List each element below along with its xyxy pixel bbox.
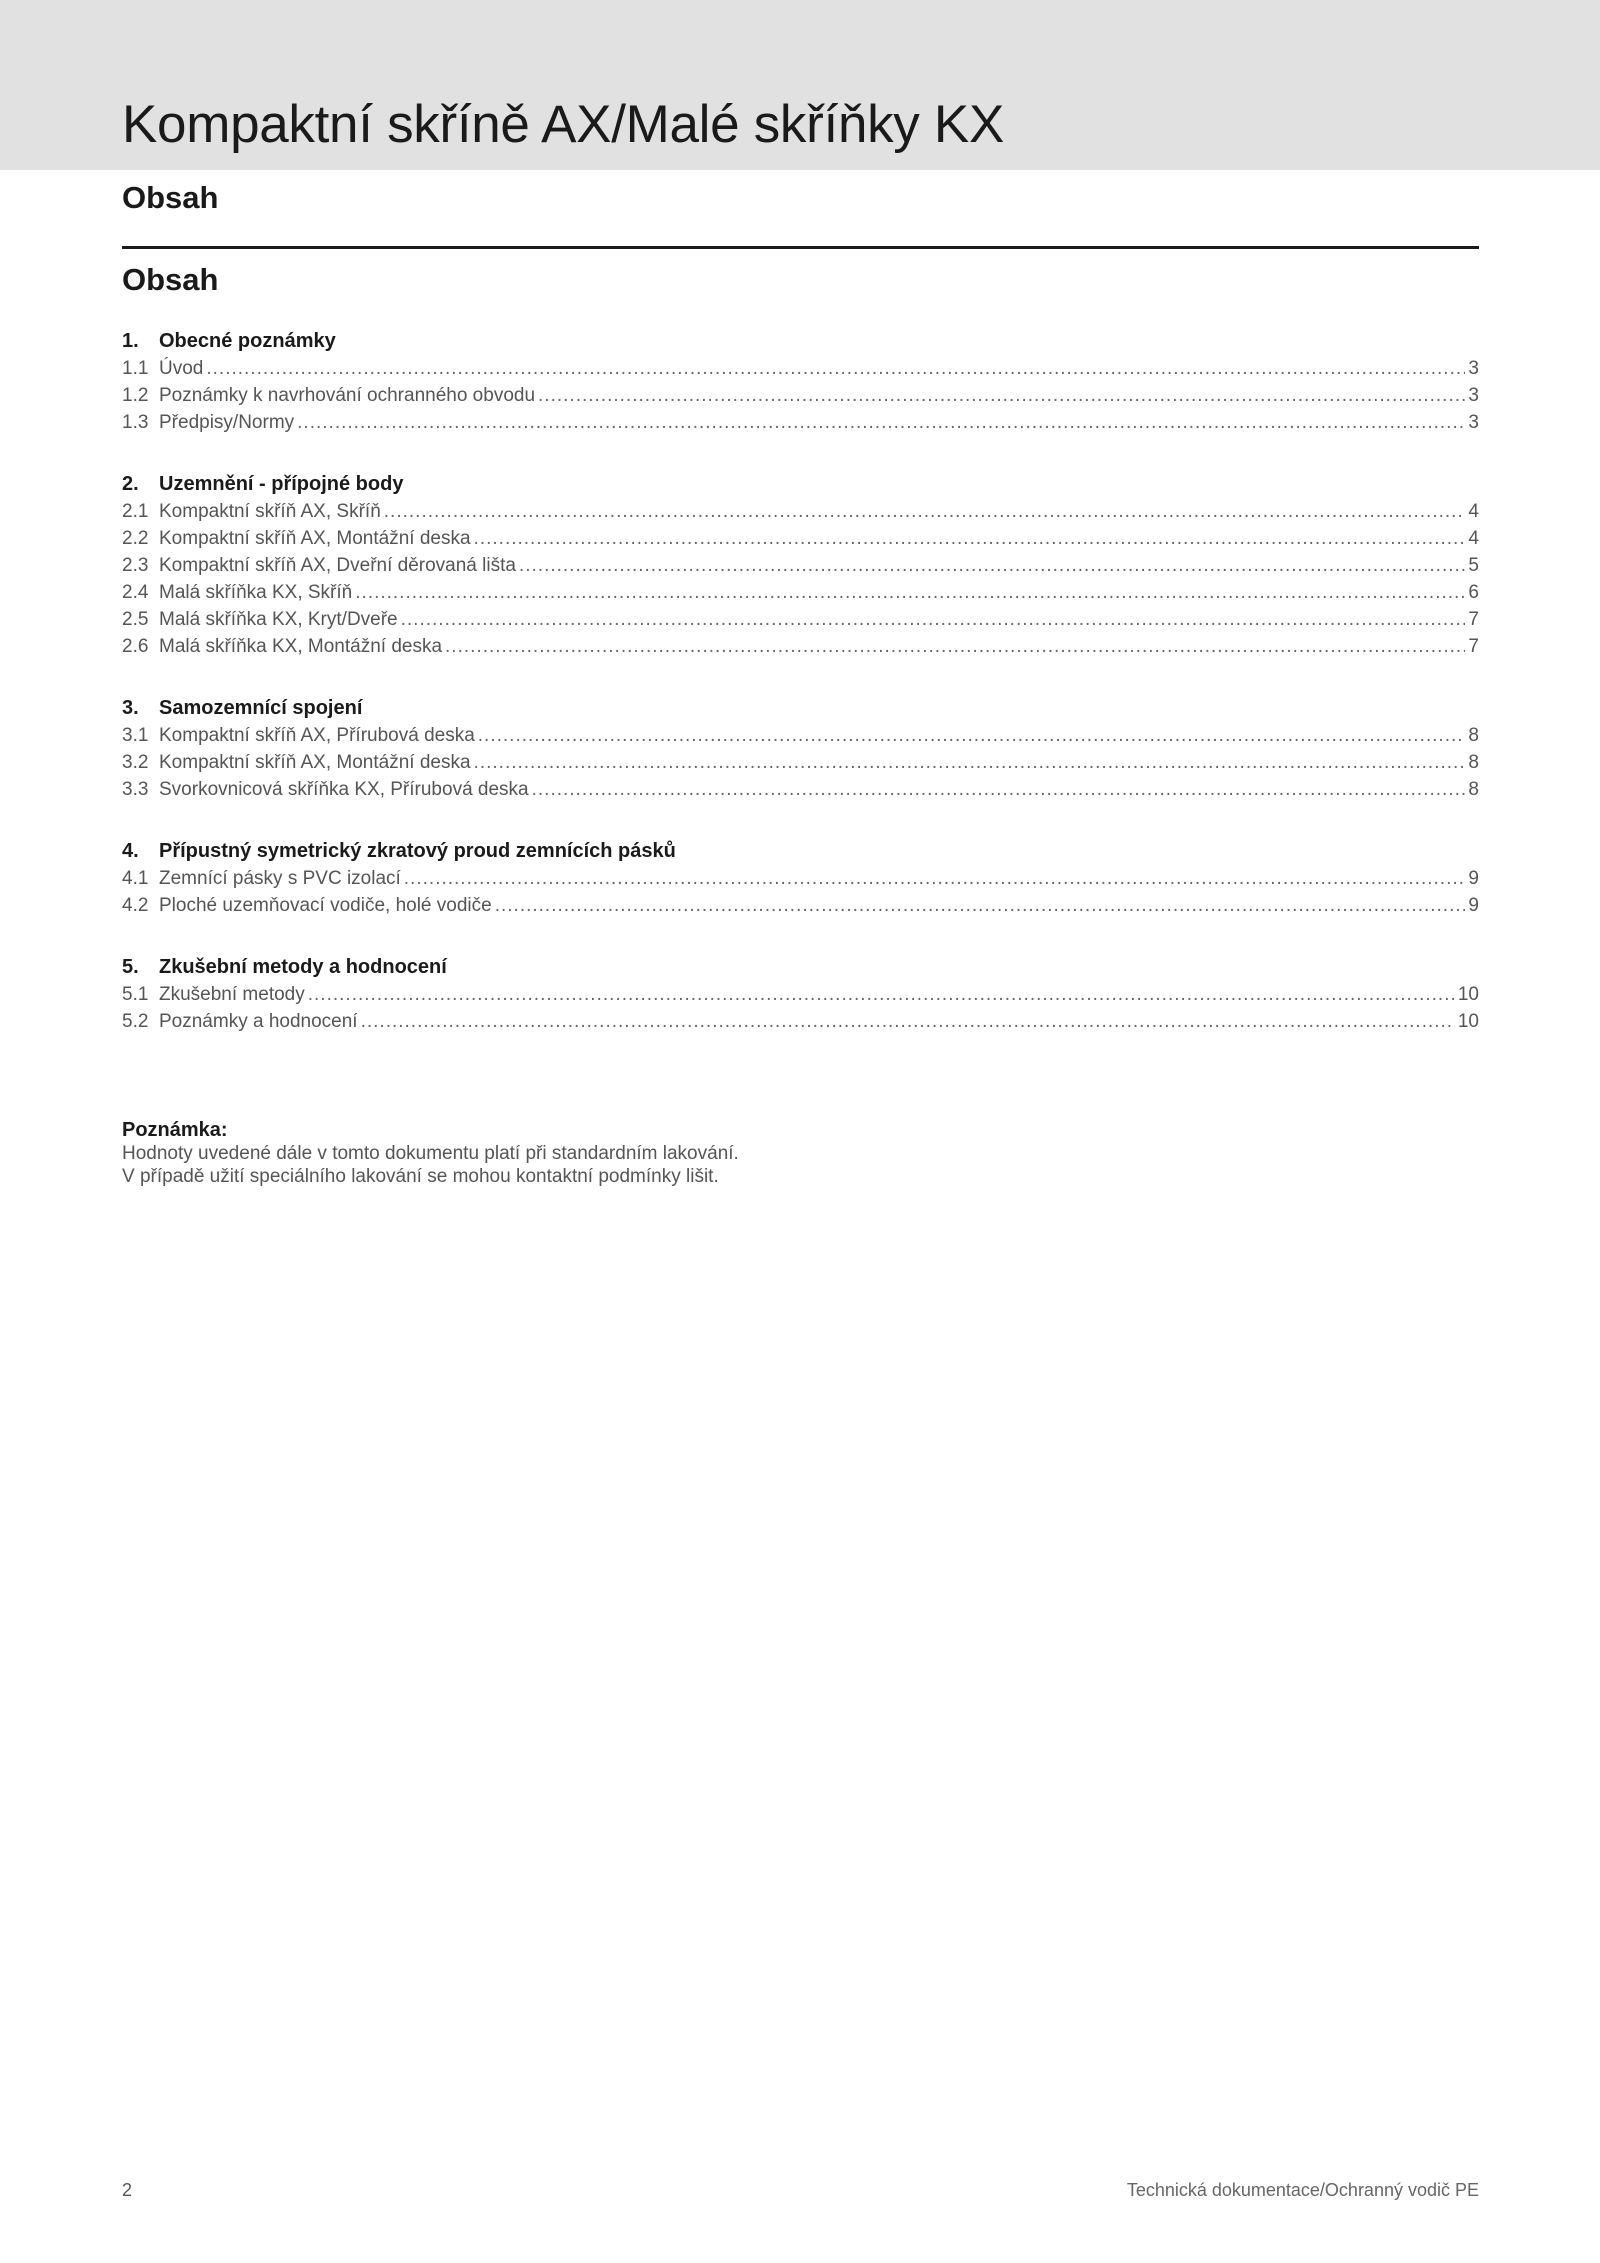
toc-entry-page: 4 xyxy=(1468,528,1479,549)
toc-entry-label: Ploché uzemňovací vodiče, holé vodiče xyxy=(159,895,492,916)
toc-entry[interactable] xyxy=(122,355,1479,382)
toc-section-label: Obecné poznámky xyxy=(159,330,336,352)
toc-entry-number: 2.5 xyxy=(122,609,149,630)
toc-section-number: 5. xyxy=(122,956,139,978)
toc-entry-number: 3.3 xyxy=(122,779,149,800)
footer-document-name: Technická dokumentace/Ochranný vodič PE xyxy=(1126,2180,1479,2200)
toc-entry-number: 4.1 xyxy=(122,868,149,889)
document-title: Kompaktní skříně AX/Malé skříňky KX xyxy=(122,95,1005,154)
footer-page-number: 2 xyxy=(122,2180,133,2200)
toc-entry[interactable] xyxy=(122,579,1479,606)
toc-entry-page: 6 xyxy=(1468,582,1479,603)
toc-entry[interactable] xyxy=(122,498,1479,525)
dot-leader xyxy=(355,579,1465,606)
toc-entry-number: 2.2 xyxy=(122,528,149,549)
toc-entry[interactable] xyxy=(122,606,1479,633)
toc-entry-label: Poznámky a hodnocení xyxy=(159,1011,358,1032)
dot-leader xyxy=(308,981,1455,1008)
toc-entry-number: 1.3 xyxy=(122,412,149,433)
toc-entry-label: Kompaktní skříň AX, Montážní deska xyxy=(159,528,471,549)
toc-entry-label: Svorkovnicová skříňka KX, Přírubová deska xyxy=(159,779,529,800)
note-title: Poznámka: xyxy=(122,1119,228,1141)
toc-entry-number: 2.3 xyxy=(122,555,149,576)
section-heading: Obsah xyxy=(122,180,219,215)
toc-entry-number: 4.2 xyxy=(122,895,149,916)
toc-entry-label: Předpisy/Normy xyxy=(159,412,295,433)
dot-leader xyxy=(445,633,1465,660)
toc-entry-label: Malá skříňka KX, Kryt/Dveře xyxy=(159,609,398,630)
dot-leader xyxy=(474,525,1466,552)
toc-entry[interactable] xyxy=(122,633,1479,660)
heading-rule xyxy=(122,246,1479,249)
toc-entry-page: 3 xyxy=(1468,385,1479,406)
toc-section-number: 3. xyxy=(122,697,139,719)
toc-entry-page: 8 xyxy=(1468,779,1479,800)
toc-entry[interactable] xyxy=(122,722,1479,749)
note-line: V případě užití speciálního lakování se mohou kontaktní podmínky lišit. xyxy=(122,1166,719,1187)
toc-entry-number: 5.2 xyxy=(122,1011,149,1032)
dot-leader xyxy=(297,409,1465,436)
note xyxy=(122,1118,739,1188)
toc-section-title[interactable] xyxy=(122,695,1479,722)
dot-leader xyxy=(384,498,1466,525)
toc-entry-label: Kompaktní skříň AX, Dveřní děrovaná lišta xyxy=(159,555,516,576)
toc-entry[interactable] xyxy=(122,1008,1479,1035)
toc-entry-label: Kompaktní skříň AX, Přírubová deska xyxy=(159,725,475,746)
toc-entry-page: 9 xyxy=(1468,895,1479,916)
toc-entry-label: Kompaktní skříň AX, Skříň xyxy=(159,501,381,522)
dot-leader xyxy=(206,355,1465,382)
toc-entry-number: 5.1 xyxy=(122,984,149,1005)
toc-section-title[interactable] xyxy=(122,954,1479,981)
dot-leader xyxy=(532,776,1466,803)
toc-entry-label: Kompaktní skříň AX, Montážní deska xyxy=(159,752,471,773)
toc-section-label: Uzemnění - přípojné body xyxy=(159,473,404,495)
toc-entry-page: 4 xyxy=(1468,501,1479,522)
toc-entry-page: 8 xyxy=(1468,752,1479,773)
dot-leader xyxy=(538,382,1465,409)
toc-entry-page: 3 xyxy=(1468,412,1479,433)
toc-section xyxy=(122,328,1479,436)
toc-entry-page: 9 xyxy=(1468,868,1479,889)
toc-section-title[interactable] xyxy=(122,328,1479,355)
toc-entry-page: 8 xyxy=(1468,725,1479,746)
toc-entry[interactable] xyxy=(122,865,1479,892)
toc-section-number: 2. xyxy=(122,473,139,495)
dot-leader xyxy=(474,749,1466,776)
toc-entry-number: 2.4 xyxy=(122,582,149,603)
toc-entry-page: 5 xyxy=(1468,555,1479,576)
toc-entry-page: 3 xyxy=(1468,358,1479,379)
toc-entry[interactable] xyxy=(122,525,1479,552)
toc-section-number: 4. xyxy=(122,840,139,862)
toc-section-title[interactable] xyxy=(122,838,1479,865)
toc-entry[interactable] xyxy=(122,382,1479,409)
toc-entry[interactable] xyxy=(122,552,1479,579)
toc-entry-label: Zkušební metody xyxy=(159,984,305,1005)
toc-section-title[interactable] xyxy=(122,471,1479,498)
toc-entry[interactable] xyxy=(122,749,1479,776)
toc-entry-label: Malá skříňka KX, Montážní deska xyxy=(159,636,443,657)
toc-entry-label: Zemnící pásky s PVC izolací xyxy=(159,868,401,889)
table-of-contents xyxy=(122,328,1479,1070)
toc-entry-number: 2.6 xyxy=(122,636,149,657)
toc-entry-label: Malá skříňka KX, Skříň xyxy=(159,582,353,603)
toc-entry-label: Poznámky k navrhování ochranného obvodu xyxy=(159,385,536,406)
toc-section xyxy=(122,954,1479,1035)
toc-entry[interactable] xyxy=(122,892,1479,919)
toc-section-label: Zkušební metody a hodnocení xyxy=(159,956,447,978)
toc-entry-number: 2.1 xyxy=(122,501,149,522)
toc-entry[interactable] xyxy=(122,409,1479,436)
toc-entry-page: 10 xyxy=(1457,1011,1479,1032)
toc-section xyxy=(122,695,1479,803)
dot-leader xyxy=(519,552,1465,579)
toc-heading: Obsah xyxy=(122,262,219,297)
toc-entry-page: 7 xyxy=(1468,636,1479,657)
toc-entry-page: 10 xyxy=(1457,984,1479,1005)
toc-entry[interactable] xyxy=(122,981,1479,1008)
dot-leader xyxy=(401,606,1466,633)
dot-leader xyxy=(361,1008,1455,1035)
toc-section xyxy=(122,471,1479,660)
dot-leader xyxy=(404,865,1466,892)
toc-entry[interactable] xyxy=(122,776,1479,803)
note-line: Hodnoty uvedené dále v tomto dokumentu platí při standardním lakování. xyxy=(122,1143,739,1164)
dot-leader xyxy=(495,892,1466,919)
toc-entry-label: Úvod xyxy=(159,358,204,379)
toc-entry-number: 1.1 xyxy=(122,358,149,379)
toc-section-label: Přípustný symetrický zkratový proud zemnících pásků xyxy=(159,840,676,862)
dot-leader xyxy=(478,722,1466,749)
toc-section-label: Samozemnící spojení xyxy=(159,697,363,719)
toc-entry-page: 7 xyxy=(1468,609,1479,630)
toc-section xyxy=(122,838,1479,919)
toc-entry-number: 3.1 xyxy=(122,725,149,746)
toc-entry-number: 1.2 xyxy=(122,385,149,406)
toc-section-number: 1. xyxy=(122,330,139,352)
toc-entry-number: 3.2 xyxy=(122,752,149,773)
